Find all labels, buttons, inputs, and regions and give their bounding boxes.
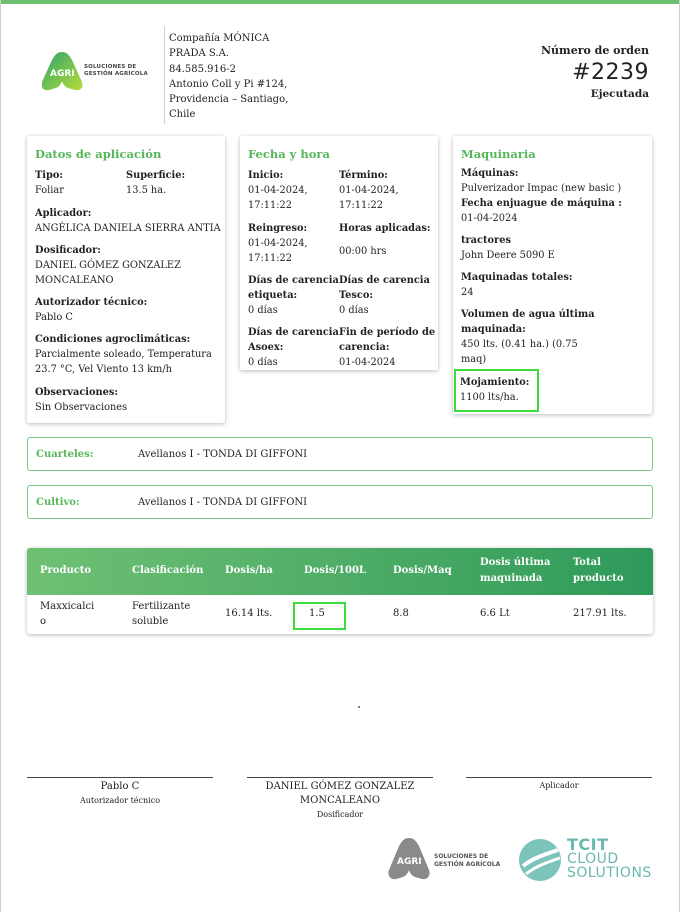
th-dosis-maq: Dosis/Maq — [393, 565, 452, 576]
label-maquinadas-totales: Maquinadas totales: — [461, 272, 573, 283]
value-autorizador: Pablo C — [35, 312, 73, 323]
signature-line-dosificador — [247, 777, 433, 778]
value-dosificador-line2: MONCALEANO — [35, 275, 114, 286]
label-carencia-asoex-line2: Asoex: — [248, 342, 284, 353]
label-volumen-line2: maquinada: — [461, 324, 526, 335]
value-observaciones: Sin Observaciones — [35, 402, 128, 413]
value-termino-time: 17:11:22 — [339, 200, 383, 211]
signature-line-aplicador — [466, 777, 652, 778]
label-tipo: Tipo: — [35, 170, 64, 181]
label-horas-aplicadas: Horas aplicadas: — [339, 223, 431, 234]
signature-name-autorizador: Pablo C — [100, 781, 140, 792]
tcit-word-2: CLOUD — [567, 851, 619, 867]
value-carencia-asoex: 0 días — [248, 357, 278, 368]
td-total: 217.91 lts. — [573, 608, 627, 619]
value-cuarteles: Avellanos I - TONDA DI GIFFONI — [138, 449, 308, 460]
card-title-maquinaria: Maquinaria — [461, 147, 536, 161]
value-termino-date: 01-04-2024, — [339, 185, 399, 196]
signature-name-dosificador-line1: DANIEL GÓMEZ GONZALEZ — [265, 781, 415, 792]
value-inicio-time: 17:11:22 — [248, 200, 292, 211]
label-carencia-tesco-line1: Días de carencia — [339, 275, 430, 286]
tcit-word-1: TCIT — [567, 835, 609, 854]
field-tractores — [461, 233, 555, 263]
field-tipo — [35, 168, 64, 198]
label-fin-carencia-line1: Fin de período de — [339, 327, 436, 338]
field-maquinadas-totales — [461, 270, 573, 300]
value-horas-aplicadas: 00:00 hrs — [339, 246, 387, 257]
label-termino: Término: — [339, 170, 388, 181]
value-aplicador: ANGÉLICA DANIELA SIERRA ANTIA — [35, 223, 221, 234]
th-dosis-ultima-line1: Dosis última — [480, 557, 551, 568]
value-cultivo: Avellanos I - TONDA DI GIFFONI — [138, 497, 308, 508]
value-condiciones-line1: Parcialmente soleado, Temperatura — [35, 349, 212, 360]
label-reingreso: Reingreso: — [248, 223, 308, 234]
td-clasificacion-line2: soluble — [132, 616, 169, 627]
label-inicio: Inicio: — [248, 170, 284, 181]
order-label: Número de orden — [541, 44, 649, 57]
th-dosis-ultima-line2: maquinada — [480, 573, 543, 584]
th-clasificacion: Clasificación — [132, 565, 204, 576]
footer-logo-tagline-line2: GESTIÓN AGRÍCOLA — [434, 861, 501, 868]
label-dosificador: Dosificador: — [35, 245, 101, 256]
label-condiciones: Condiciones agroclimáticas: — [35, 334, 191, 345]
td-producto-line1: Maxxicalci — [40, 601, 95, 612]
value-condiciones-line2: 23.7 °C, Vel Viento 13 km/h — [35, 364, 172, 375]
row-cuarteles — [27, 437, 653, 471]
td-dosis-maq: 8.8 — [393, 608, 409, 619]
label-volumen-line1: Volumen de agua última — [461, 309, 595, 320]
highlight-mojamiento — [454, 369, 539, 412]
field-carencia-etiqueta — [248, 273, 339, 318]
label-carencia-asoex-line1: Días de carencia — [248, 327, 339, 338]
card-datos-aplicacion — [27, 136, 225, 423]
label-carencia-tesco-line2: Tesco: — [339, 290, 374, 301]
logo-tagline — [84, 64, 148, 78]
footer-logo-tagline — [434, 853, 500, 869]
field-fin-carencia — [339, 325, 435, 370]
td-producto-line2: o — [40, 616, 47, 627]
td-clasificacion-line1: Fertilizante — [132, 601, 191, 612]
value-dosificador-line1: DANIEL GÓMEZ GONZALEZ — [35, 260, 181, 271]
tcit-word-3: SOLUTIONS — [567, 865, 652, 881]
company-name-line1: Compañía MÓNICA — [169, 33, 270, 44]
value-tipo: Foliar — [35, 185, 64, 196]
th-total-line1: Total — [573, 557, 601, 568]
th-total — [573, 555, 624, 587]
company-name-line2: PRADA S.A. — [169, 48, 229, 60]
field-reingreso — [248, 221, 308, 266]
company-info — [169, 31, 299, 123]
field-termino — [339, 168, 399, 213]
label-autorizador: Autorizador técnico: — [35, 297, 148, 308]
label-fin-carencia-line2: carencia: — [339, 342, 390, 353]
value-mojamiento: 1100 lts/ha. — [460, 392, 519, 403]
field-condiciones — [35, 332, 212, 377]
value-superficie: 13.5 ha. — [126, 185, 167, 196]
value-fin-carencia: 01-04-2024 — [339, 357, 396, 368]
td-dosis-ultima: 6.6 Lt — [480, 608, 510, 619]
field-autorizador — [35, 295, 147, 325]
value-volumen-line2: maq) — [461, 354, 487, 365]
th-dosis-100l: Dosis/100L — [304, 565, 366, 576]
signature-name-dosificador-line2: MONCALEANO — [299, 795, 381, 806]
company-address-line1: Antonio Coll y Pi #124, — [169, 78, 288, 90]
field-aplicador — [35, 206, 221, 236]
page-dot — [358, 706, 360, 708]
td-producto — [40, 599, 94, 629]
label-enjuague: Fecha enjuague de máquina : — [461, 198, 622, 209]
order-block — [541, 44, 649, 100]
field-observaciones — [35, 385, 127, 415]
value-volumen-line1: 450 lts. (0.41 ha.) (0.75 — [461, 339, 578, 350]
label-mojamiento: Mojamiento: — [460, 377, 530, 388]
card-maquinaria — [453, 136, 652, 414]
td-dosis-100l: 1.5 — [309, 608, 325, 619]
th-dosis-ha: Dosis/ha — [225, 565, 273, 576]
tcit-wordmark — [567, 835, 652, 881]
th-producto: Producto — [40, 565, 92, 576]
page-border-left — [0, 0, 1, 912]
field-maquinas — [461, 166, 622, 226]
card-title-fecha: Fecha y hora — [248, 147, 330, 161]
value-carencia-etiqueta: 0 días — [248, 305, 278, 316]
field-horas-aplicadas — [339, 221, 431, 259]
value-tractores: John Deere 5090 E — [461, 250, 555, 261]
field-inicio — [248, 168, 308, 213]
footer-logo-tagline-line1: SOLUCIONES DE — [434, 853, 489, 860]
svg-text:AGRI: AGRI — [397, 857, 422, 867]
label-carencia-etiqueta-line1: Días de carencia — [248, 275, 339, 286]
td-dosis-ha: 16.14 lts. — [225, 608, 273, 619]
top-accent-bar — [0, 0, 680, 4]
order-status: Ejecutada — [590, 88, 649, 100]
label-aplicador: Aplicador: — [35, 208, 92, 219]
signature-role-autorizador: Autorizador técnico — [79, 796, 161, 805]
value-carencia-tesco: 0 días — [339, 305, 369, 316]
company-address-line2: Providencia – Santiago, — [169, 94, 289, 106]
th-dosis-ultima — [480, 555, 550, 587]
value-maquinadas-totales: 24 — [461, 287, 474, 298]
table-header — [27, 548, 653, 595]
field-volumen-agua — [461, 307, 595, 367]
signature-role-aplicador: Aplicador — [539, 781, 579, 790]
value-enjuague: 01-04-2024 — [461, 213, 518, 224]
th-total-line2: producto — [573, 573, 624, 584]
label-maquinas: Máquinas: — [461, 168, 519, 179]
label-superficie: Superficie: — [126, 170, 186, 181]
svg-text:AGRI: AGRI — [50, 69, 75, 79]
field-dosificador — [35, 243, 181, 288]
value-inicio-date: 01-04-2024, — [248, 185, 308, 196]
signature-role-dosificador: Dosificador — [316, 810, 364, 819]
value-reingreso-time: 17:11:22 — [248, 253, 292, 264]
products-table — [27, 548, 653, 634]
card-title-datos: Datos de aplicación — [35, 147, 162, 161]
signature-name-dosificador — [247, 780, 433, 808]
card-fecha-hora — [240, 136, 438, 370]
order-number: #2239 — [572, 60, 649, 85]
company-country: Chile — [169, 109, 196, 121]
field-carencia-tesco — [339, 273, 430, 318]
label-cuarteles: Cuarteles: — [36, 449, 94, 460]
value-reingreso-date: 01-04-2024, — [248, 238, 308, 249]
label-carencia-etiqueta-line2: etiqueta: — [248, 290, 298, 301]
company-rut: 84.585.916-2 — [169, 63, 236, 75]
signature-line-autorizador — [27, 777, 213, 778]
field-superficie — [126, 168, 185, 198]
header-divider — [164, 26, 165, 124]
logo-tagline-line2: GESTIÓN AGRÍCOLA — [84, 71, 148, 77]
field-carencia-asoex — [248, 325, 339, 370]
td-clasificacion — [132, 599, 190, 629]
label-tractores: tractores — [461, 235, 511, 246]
highlight-dosis-100l — [293, 602, 346, 630]
value-maquinas: Pulverizador Impac (new basic ) — [461, 183, 622, 194]
label-observaciones: Observaciones: — [35, 387, 119, 398]
label-cultivo: Cultivo: — [36, 497, 80, 508]
row-cultivo — [27, 485, 653, 519]
logo-tagline-line1: SOLUCIONES DE — [84, 64, 137, 70]
